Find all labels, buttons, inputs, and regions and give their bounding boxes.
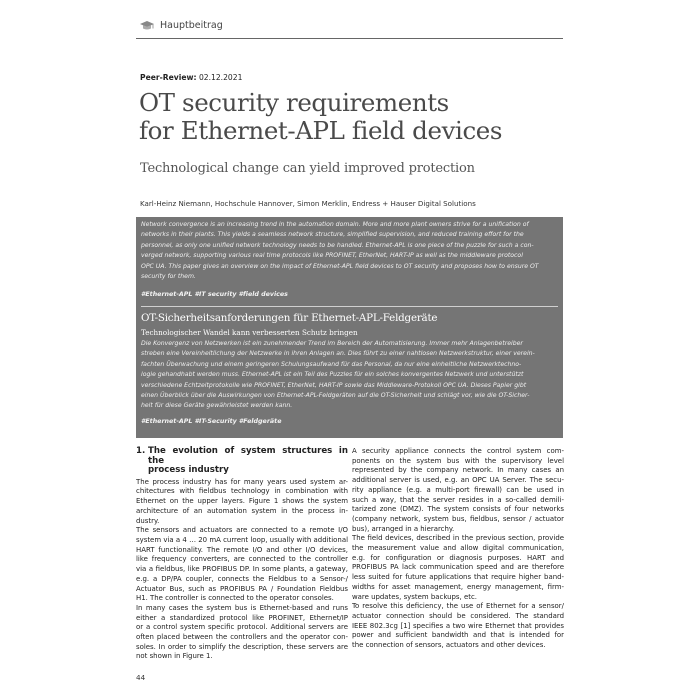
- body-text-line: either a standardized protocol like PROFINET, Ethernet/IP: [136, 613, 348, 622]
- running-header: [140, 20, 223, 31]
- german-subtitle: Technologischer Wandel kann verbesserten Schutz bringen: [141, 328, 358, 337]
- section-number: 1.: [136, 446, 146, 456]
- body-text-line: Actuator Bus, such as PROFIBUS PA / Foundation Fieldbus: [136, 584, 348, 593]
- body-text-line: PROFIBUS PA lack communication speed and are therefore: [352, 563, 564, 572]
- article-title-line-2: for Ethernet-APL field devices: [139, 116, 503, 145]
- abstract-divider: [141, 306, 558, 307]
- graduation-cap-icon: [140, 21, 154, 31]
- body-text-line: HART functionality. The remote I/O and other I/O devices,: [136, 545, 348, 554]
- section-label: Hauptbeitrag: [160, 20, 223, 31]
- abstract-line: Die Konvergenz von Netzwerken ist ein zunehmender Trend im Bereich der Automatisierung. Immer mehr Anlagenbetreiber: [141, 340, 523, 347]
- abstract-line: networks in their plants. This yields a seamless network structure, simplified supervision, and reduced training effort for the: [141, 231, 524, 239]
- body-text-line: tarized zone (DMZ). The system consists of four networks: [352, 505, 564, 514]
- german-title: OT-Sicherheitsanforderungen für Ethernet-APL-Feldgeräte: [141, 312, 438, 324]
- abstract-line: security for them.: [141, 273, 196, 281]
- body-text-line: (company network, system bus, fieldbus, sensor / actuator: [352, 514, 564, 523]
- body-text-line: IEEE 802.3cg [1] specifies a two wire Ethernet that provides: [352, 621, 564, 630]
- body-text-line: not shown in Figure 1.: [136, 652, 213, 661]
- abstract-line: streben eine Vereinheitlichung der Netzwerke in ihren Anlagen an. Dies führt zu einer nahtlosen Netzwerkstruktur, einer verein-: [141, 350, 535, 358]
- keywords-german: #Ethernet-APL #IT-Security #Feldgeräte: [141, 418, 282, 425]
- body-text-line: A security appliance connects the control system com-: [352, 447, 564, 455]
- body-column-left: [136, 447, 348, 662]
- abstract-german: [141, 339, 559, 412]
- abstract-line: fachten Überwachung und einem geringeren Schulungsaufwand für das Personal, da nur eine einheitliche Netzwerktechno-: [141, 360, 522, 368]
- abstract-line: Network convergence is an increasing trend in the automation domain. More and more plant owners strive for a unification of: [141, 221, 529, 228]
- section-heading-line-2: process industry: [148, 465, 229, 476]
- section-heading-line-1: The evolution of system structures in the: [148, 446, 348, 466]
- body-column-right: [352, 447, 564, 651]
- body-text-line: rity appliance (e.g. a multi-port firewall) can be used in: [352, 485, 564, 494]
- author-line: Karl-Heinz Niemann, Hochschule Hannover, Simon Merklin, Endress + Hauser Digital Solutions: [140, 199, 476, 208]
- body-text-line: represented by the company network. In many cases an: [352, 466, 564, 475]
- abstract-line: personnel, as only one unified network technology needs to be handled. Ethernet-APL is one piece of the puzzle for such a con-: [141, 241, 534, 249]
- article-title: [139, 89, 579, 145]
- abstract-line: einen Überblick über die Auswirkungen von Ethernet-APL-Feldgeräten auf die OT-Sicherheit und schlägt vor, wie die OT-Sicher-: [141, 392, 530, 400]
- article-title-line-1: OT security requirements: [139, 88, 449, 117]
- body-text-line: e.g. a DP/PA coupler, connects the Fieldbus to a Sensor-/: [136, 574, 348, 583]
- body-text-line: or a control system specific protocol. Additional servers are: [136, 623, 348, 632]
- body-text-line: actuator connection should be considered. The standard: [352, 611, 564, 620]
- body-text-line: widths for asset management, energy management, firm-: [352, 582, 564, 591]
- header-divider: [136, 38, 563, 39]
- body-text-line: architecture of an automation system in the process in-: [136, 506, 348, 515]
- body-text-line: To resolve this deficiency, the use of Ethernet for a sensor/: [352, 602, 564, 611]
- body-text-line: The field devices, described in the previous section, provide: [352, 534, 564, 543]
- body-text-line: the connection of sensors, actuators and other devices.: [352, 641, 546, 650]
- body-text-line: In many cases the system bus is Ethernet-based and runs: [136, 603, 348, 612]
- abstract-english: [141, 220, 559, 282]
- body-text-line: ponents on the system bus with the supervisory level: [352, 456, 564, 465]
- abstract-line: verged network, supporting various real time protocols like PROFINET, EtherNet, HART-IP as well as the middleware protocol: [141, 252, 523, 260]
- section-heading-text: [148, 447, 348, 476]
- right-column-text: [352, 447, 564, 651]
- body-text-line: via a fieldbus, like PROFIBUS DP. In some plants, a gateway,: [136, 565, 348, 574]
- body-text-line: such a way, that the server resides in a so-called demili-: [352, 495, 564, 504]
- body-text-line: ware updates, system backups, etc.: [352, 592, 477, 601]
- peer-review-date: 02.12.2021: [198, 73, 243, 82]
- body-text-line: The sensors and actuators are connected to a remote I/O: [136, 526, 348, 535]
- abstract-line: OPC UA. This paper gives an overview on the impact of Ethernet-APL field devices to OT security and proposes how to ensure OT: [141, 262, 539, 270]
- article-subtitle: Technological change can yield improved protection: [140, 161, 475, 176]
- peer-review-label: Peer-Review:: [140, 73, 197, 82]
- body-text-line: the measurement value and allow digital communication,: [352, 544, 564, 553]
- body-text-line: often placed between the controllers and the operator con-: [136, 633, 348, 642]
- section-heading: [136, 447, 348, 476]
- abstract-line: heit für diese Geräte gewährleistet werden kann.: [141, 402, 293, 410]
- keywords-english: #Ethernet-APL #IT security #field devices: [141, 291, 288, 298]
- body-text-line: bus), arranged in a hierarchy.: [352, 524, 455, 533]
- body-text-line: system via a 4 … 20 mA current loop, usually with additional: [136, 536, 348, 544]
- left-column-text: [136, 478, 348, 662]
- peer-review-line: [140, 73, 242, 82]
- body-text-line: e.g. for configuration or diagnosis purposes. HART and: [352, 553, 564, 562]
- body-text-line: like frequency converters, are connected to the controller: [136, 555, 348, 564]
- body-text-line: H1. The controller is connected to the operator consoles.: [136, 594, 334, 603]
- abstract-line: verschiedene Echtzeitprotokolle wie PROFINET, EtherNet, HART-IP sowie das Middleware-Protokoll OPC UA. Dieses Papier gibt: [141, 381, 527, 389]
- body-text-line: less suited for future applications that require higher band-: [352, 573, 564, 582]
- body-text-line: Ethernet on the upper layers. Figure 1 shows the system: [136, 497, 348, 506]
- body-text-line: The process industry has for many years used system ar-: [136, 477, 348, 486]
- body-text-line: chitectures with fieldbus technology in combination with: [136, 487, 348, 496]
- body-text-line: dustry.: [136, 516, 160, 525]
- body-text-line: additional server is used, e.g. an OPC UA Server. The secu-: [352, 476, 564, 485]
- page-number: 44: [136, 673, 146, 682]
- abstract-line: logie gehandhabt werden muss. Ethernet-APL ist ein Teil des Puzzles für ein solches konvergentes Netzwerk und unterstützt: [141, 371, 524, 379]
- body-text-line: soles. In order to simplify the description, these servers are: [136, 642, 348, 651]
- body-text-line: power and sufficient bandwidth and that is intended for: [352, 631, 564, 640]
